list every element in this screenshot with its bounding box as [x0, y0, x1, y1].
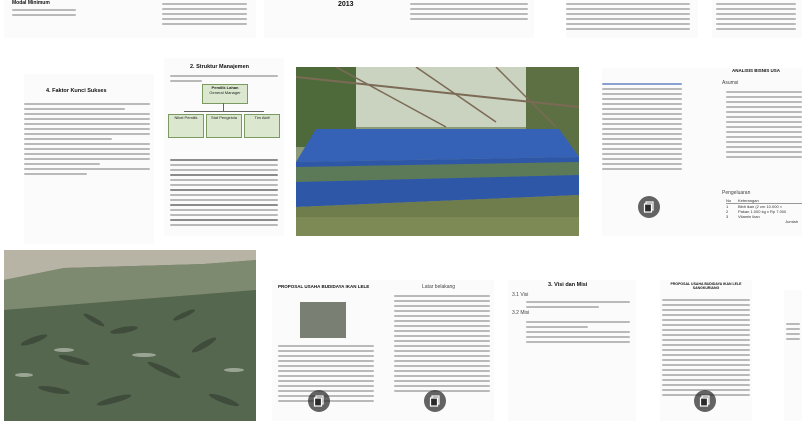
copy-icon[interactable] — [694, 390, 716, 412]
text-lines — [602, 80, 682, 173]
doc-thumbnail-analisis[interactable] — [602, 68, 802, 236]
text-lines — [786, 320, 800, 343]
text-lines — [410, 0, 528, 23]
text-lines — [170, 156, 278, 229]
section-title: Latar belakang — [422, 284, 456, 290]
text-lines — [162, 0, 247, 28]
expense-heading: Pengeluaran — [722, 190, 751, 196]
doc-thumbnail-visi-misi[interactable] — [508, 280, 636, 421]
text-lines — [662, 296, 750, 399]
org-box-center: Staf Pengelola — [206, 114, 242, 138]
doc-thumbnail-3[interactable] — [404, 0, 534, 38]
org-box-left: Nikel Pemilik — [168, 114, 204, 138]
doc-title: PROPOSAL USAHA BUDIDAYA IKAN LELE — [278, 284, 370, 289]
fish-pond-photo — [296, 67, 579, 236]
doc-heading: Modal Minimum — [12, 0, 50, 6]
misi-label: 3.2 Misi — [512, 310, 530, 316]
org-box-top: Pemilik Lahan General Manager — [202, 84, 248, 104]
doc-thumbnail-faktor-kunci[interactable] — [24, 74, 154, 244]
copy-icon[interactable] — [424, 390, 446, 412]
page-title: 3. Visi dan Misi — [548, 282, 588, 288]
text-lines — [394, 292, 490, 395]
text-lines — [726, 88, 802, 161]
fish-image — [300, 302, 346, 338]
org-box-right: Tim Aktif — [244, 114, 280, 138]
copy-icon[interactable] — [638, 196, 660, 218]
assumption-heading: Asumsi — [722, 80, 739, 86]
doc-thumbnail-4[interactable] — [566, 0, 698, 38]
copy-icon[interactable] — [308, 390, 330, 412]
expense-table: No Keterangan 1 Bibit ikan (2 cm 10.000 × 2 Pakan 1.000 kg x Rp 7.000 3 Vitamin ikan Jumlah — [726, 198, 802, 224]
analysis-header: ANALISIS BISNIS USA — [732, 68, 781, 73]
visi-label: 3.1 Visi — [512, 292, 529, 298]
text-lines — [566, 0, 690, 33]
page-title: 4. Faktor Kunci Sukses — [46, 88, 107, 94]
text-lines — [24, 100, 150, 178]
doc-thumbnail-proposal-sangkuriang[interactable] — [660, 280, 752, 421]
doc-thumbnail-1[interactable] — [4, 0, 256, 38]
text-lines — [12, 6, 76, 19]
doc-thumbnail-2[interactable] — [264, 0, 424, 38]
doc-thumbnail-struktur[interactable] — [164, 58, 284, 236]
doc-thumbnail-partial[interactable] — [784, 290, 802, 421]
doc-year: 2013 — [338, 1, 354, 8]
catfish-photo — [4, 250, 256, 421]
text-lines — [526, 318, 630, 346]
photo-thumbnail-catfish[interactable] — [4, 250, 256, 421]
photo-thumbnail-fish-ponds[interactable] — [296, 67, 579, 236]
doc-thumbnail-proposal[interactable] — [272, 280, 494, 421]
page-title: 2. Struktur Manajemen — [190, 64, 249, 70]
text-lines — [526, 298, 630, 311]
doc-thumbnail-5[interactable] — [712, 0, 802, 38]
text-lines — [716, 0, 796, 33]
doc-title: PROPOSAL USAHA BUDIDAYA IKAN LELE SANGKURIANG — [670, 282, 742, 290]
